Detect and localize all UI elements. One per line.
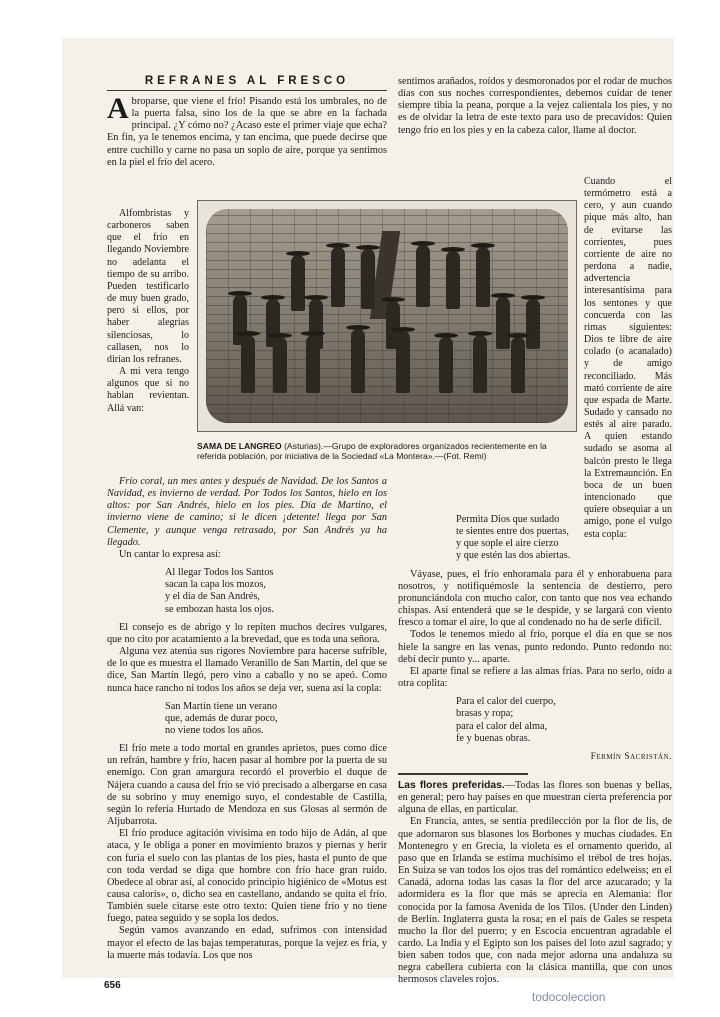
- left-paragraph-10: Según vamos avanzando en edad, sufrimos con intensidad mayor el efecto de las bajas temperaturas, porque la vejez es fría, y la muerte más todavía. Los que nos: [107, 925, 387, 961]
- page-number: 656: [104, 980, 121, 991]
- poem-line: y el día de San Andrés,: [165, 591, 260, 603]
- poem-line: y que sople el aire cierzo: [456, 538, 559, 550]
- scout-figure: [473, 335, 487, 393]
- left-paragraph-1: broparse, que viene el frío! Pisando está los umbrales, no de la puerta falsa, sino los de la que se abre en la fachada principal. ¿Y cómo no? ¿Acaso este el primer viaje que echa? En fin, ya le tenemos encima, y tan encima, que puede decirse que entre cuchillo y carne no pasa un soplo de aire, porque ya sentimos en la piel el frío del acero.: [107, 96, 387, 168]
- poem-san-martin: [165, 701, 387, 737]
- left-paragraph-8: El frío mete a todo mortal en grandes aprietos, pues como dice un refrán, hambre y frío, hacen pasar al hombre por la puerta de su enemigo. Con gran amargura recordó el proverbio el duque de Nájera cuando a causa del frío se vió precisado a albergarse en casa de su sobrino y muy enemigo suyo, el condestable de Castilla, según lo refería Hurtado de Mendoza en sus Glosas al sermón de Aljubarrota.: [107, 743, 387, 828]
- poem-line: Al llegar Todos los Santos: [165, 567, 274, 579]
- left-paragraph-2: Alfombristas y carboneros saben que el frío en llegando Noviembre no adelanta el tiempo de su arribo. Pueden testificarlo de muy buen grado, pero si ellos, por haber alegrías silenciosas, lo callasen, nos lo dirían los refranes.: [107, 208, 189, 365]
- right-narrow-column: [584, 176, 672, 541]
- scout-figure: [476, 247, 490, 307]
- author-signature: Fermín Sacristán.: [590, 751, 672, 762]
- poem-calor: [456, 696, 672, 745]
- poem-line: Para el calor del cuerpo,: [456, 696, 556, 708]
- right-paragraph-4: Todos le tenemos miedo al frío, porque el día en que se nos hiele la sangre en las venas, punto redondo. Punto redondo no: debí decir punto y... aparte.: [398, 629, 672, 665]
- watermark-text: todocoleccion: [532, 990, 606, 1004]
- poem-line: brasas y ropa;: [456, 708, 514, 720]
- scout-figure: [526, 299, 540, 349]
- poem-all-saints: [165, 567, 387, 616]
- title-rule: [107, 90, 387, 91]
- right-column-lower: [398, 508, 672, 987]
- scout-figure: [416, 245, 430, 307]
- photo-frame: [197, 200, 577, 432]
- right-paragraph-6: —Todas las flores son buenas y bellas, en general; pero hay países en que muestran cierta preferencia por alguna de ellas, en particular.: [398, 779, 672, 816]
- poem-line: no viene todos los años.: [165, 724, 264, 736]
- poem-line: te sientes entre dos puertas,: [456, 526, 569, 538]
- left-narrow-column: [107, 208, 189, 415]
- dropcap: A: [107, 92, 129, 125]
- left-paragraph-6: El consejo es de abrigo y lo repiten muchos decires vulgares, que no cito por acatamiento a la brevedad, que es toda una señora.: [107, 621, 387, 645]
- left-paragraph-3: A mi vera tengo algunos que si no hablan revientan. Allá van:: [107, 366, 189, 414]
- scout-figure: [511, 337, 525, 393]
- left-paragraph-4: Frío coral, un mes antes y después de Navidad. De los Santos a Navidad, es invierno de verdad. Por Todos los Santos, hielo en los altos: por San Andrés, hielo en los pies. Día de Martino, el invierno viene de camino; si le dicen ¡detente! llega por San Clemente, y aunque venga retrasado, por San Andrés ya ha llegado.: [107, 476, 387, 548]
- caption-place: SAMA DE LANGREO: [197, 441, 282, 451]
- scout-figure: [291, 255, 305, 311]
- right-paragraph-1: sentimos arañados, roídos y desmoronados por el rodar de muchos días con sus noches correspondientes, debemos cuidar de tener siempre tibia la peana, porque a la vejez calientala los pies, y no es de olvidar la letra de este texto para uso de precavidos: Quien tengo frío en los pies y en la cabeza calor, llame al doctor.: [398, 76, 672, 136]
- left-column: [107, 92, 387, 169]
- scout-figure: [351, 329, 365, 393]
- scout-figure: [241, 335, 255, 393]
- scout-figure: [396, 331, 410, 393]
- article-title: REFRANES AL FRESCO: [144, 75, 350, 87]
- left-paragraph-9: El frío produce agitación vivísima en todo hijo de Adán, al que ataca, y le obliga a poner en movimiento brazos y piernas y herir con furia el suelo con las plantas de los pies, hasta el punto de que con toda verdad se diga que hombre con frío hace gran ruido. Obedece al obrar así, al conocido principio higiénico de «Motus est causa caloris», o, dicho sea en castellano, andando se quita el frío. También suele citarse este otro texto: Quien tiene frío y no tiene fuego, patea seguido y se sopla los dedos.: [107, 828, 387, 925]
- left-column-lower: [107, 476, 387, 962]
- photo-caption: [197, 441, 577, 461]
- left-paragraph-5: Un cantar lo expresa así:: [119, 548, 221, 560]
- scout-figure: [446, 251, 460, 309]
- scout-figure: [306, 335, 320, 393]
- poem-line: Permita Dios que sudado: [456, 514, 560, 525]
- scout-figure: [496, 297, 510, 349]
- right-paragraph-7: En Francia, antes, se sentía predilección por la flor de lis, de que adornaron sus blasones los Borbones y muchas ciudades. En Montenegro y en Grecia, la violeta es el ornamento querido, al paso que en Irlanda se estima muchísimo el trébol de tres hojas. En Suiza se van todos los ojos tras del romántico edelweiss; en el Canadá, adorna todas las casas la flor del arce azucarado; y la adormidera es la flor que más se aprecia en Alemania: flor conocida por la famosa Avenida de los Tilos. (Under den Linden) de Berlín. Inglaterra gusta la rosa; en el país de Gales se respeta mucho la flor del puerro; y en Escocia encuentran agradable el cardo. La India y el Egipto son los países del loto azul sagrado; y bien saben todos que, con nada mejor adorna una andaluza su negra cabellera cubierta con la clásica mantilla, que con unos hermosos claveles rojos.: [398, 816, 672, 986]
- scout-figure: [273, 337, 287, 393]
- photo-scouts: [206, 209, 568, 423]
- scout-figure: [361, 249, 375, 309]
- poem-line: y que estén las dos abiertas.: [456, 550, 571, 562]
- poem-permita-dios: [456, 514, 672, 563]
- section-rule: [398, 773, 528, 775]
- poem-line: San Martín tiene un verano: [165, 700, 278, 712]
- poem-line: se embozan hasta los ojos.: [165, 603, 274, 615]
- magazine-page: [62, 38, 674, 991]
- caption-text: —Grupo de exploradores organizados recientemente en la referida población, por iniciativa de la Sociedad «La Montera».—(Fot. Remi): [197, 441, 547, 461]
- right-column-top: [398, 76, 672, 137]
- section-lead: Las flores preferidas.: [398, 779, 505, 791]
- poem-line: para el calor del alma,: [456, 720, 548, 732]
- scout-figure: [331, 247, 345, 307]
- scout-figure: [439, 337, 453, 393]
- right-paragraph-3: Váyase, pues, el frío enhoramala para él y enhorabuena para nosotros, y notifiquémosle la sentencia de destierro, pero pronunciándola con mucho calor, con tanto que nos vea echando chispas. Así entenderá que se le despide, y se largará con viento fresco a tomar el aire, lo que al condenado no ha de serle difícil.: [398, 568, 672, 629]
- caption-region: (Asturias).: [284, 441, 324, 451]
- poem-line: que, además de durar poco,: [165, 712, 278, 724]
- poem-line: sacan la capa los mozos,: [165, 579, 266, 591]
- poem-line: fe y buenas obras.: [456, 732, 531, 744]
- right-paragraph-5: El aparte final se refiere a las almas frías. Para no serlo, oído a otra coplita:: [398, 665, 672, 690]
- left-paragraph-7: Alguna vez atenúa sus rigores Noviembre para hacerse sufrible, de lo que es muestra el llamado Veranillo de San Martín, del que se dice, San Martín llegó, pero vino a caballo y no se apeó. Como nunca hace rancho ni todos los años se deja ver, suena así la copla:: [107, 646, 387, 694]
- right-paragraph-2: Cuando el termómetro está a cero, y aun cuando pique más alto, han de evitarse las corrientes, pues corriente de aire no perdona a nadie, advertencia interesantísima para los sentones y que concuerda con las rimas siguientes: Dios te libre de aire colado (o acanalado) y de amigo reconciliado. Más mató corriente de aire que espada de Marte. Sudado y cansado no estés al aire parado. A quien estando sudado se asoma al balcón presto le llega la Extremaunción. En boca de un buen intencionado que quiere obsequiar a un amigo, pone el vulgo esta copla:: [584, 176, 672, 540]
